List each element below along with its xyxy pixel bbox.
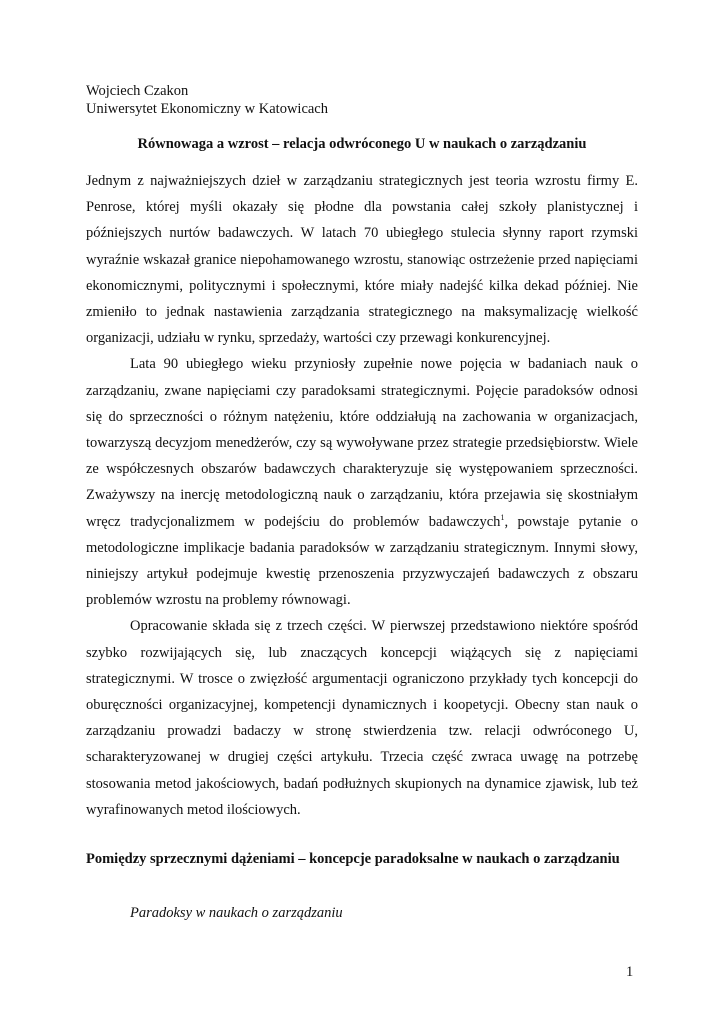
paper-title: Równowaga a wzrost – relacja odwróconego U w naukach o zarządzaniu <box>137 136 587 152</box>
footnote-marker[interactable]: 1 <box>500 512 505 522</box>
author-block <box>86 82 328 118</box>
author-name: Wojciech Czakon <box>86 83 189 99</box>
page-number: 1 <box>626 964 634 980</box>
paragraph-1: Jednym z najważniejszych dzieł w zarządzaniu strategicznych jest teoria wzrostu firmy E. Penrose, której myśli okazały się płodne dla powstania całej szkoły planistycznej i późniejszych nurtów badawczych. W latach 70 ubiegłego stulecia słynny raport rzymski wyraźnie wskazał granice niepohamowanego wzrostu, stanowiąc ostrzeżenie przed napięciami ekonomicznymi, politycznymi i społecznymi, które miały nadejść kilka dekad później. Nie zmieniło to jednak nastawienia zarządzania strategicznego na maksymalizację wielkość organizacji, udziału w rynku, sprzedaży, wartości czy przewagi konkurencyjnej. <box>86 173 638 347</box>
paragraph-2-part-2: , powstaje pytanie o metodologiczne implikacje badania paradoksów w zarządzaniu strategicznym. Innymi słowy, niniejszy artykuł podejmuje kwestię przenoszenia przyzwyczajeń badawczych z obszaru problemów wzrostu na problemy równowagi. <box>86 513 638 609</box>
paragraph-2 <box>86 351 638 613</box>
section-heading: Pomiędzy sprzecznymi dążeniami – koncepcje paradoksalne w naukach o zarządzaniu <box>86 851 620 867</box>
body-text <box>86 168 638 823</box>
author-affiliation: Uniwersytet Ekonomiczny w Katowicach <box>86 101 328 117</box>
paragraph-2-part-1: Lata 90 ubiegłego wieku przyniosły zupełnie nowe pojęcia w badaniach nauk o zarządzaniu, zwane napięciami czy paradoksami strategicznymi. Pojęcie paradoksów odnosi się do sprzeczności o różnym natężeniu, które oddziałują na zachowania w organizacjach, towarzyszą decyzjom menedżerów, czy są wywoływane przez strategie przedsiębiorstw. Wiele ze współczesnych obszarów badawczych charakteryzuje się występowaniem sprzeczności. Zważywszy na inercję metodologiczną nauk o zarządzaniu, która przejawia się skostniałym wręcz tradycjonalizmem w podejściu do problemów badawczych <box>86 356 638 530</box>
subsection-heading: Paradoksy w naukach o zarządzaniu <box>130 905 343 921</box>
paragraph-3: Opracowanie składa się z trzech części. W pierwszej przedstawiono niektóre spośród szybko rozwijających się, lub znaczących koncepcji wiążących się z napięciami strategicznymi. W trosce o zwięzłość argumentacji ograniczono przykłady tych koncepcji do oburęczności organizacyjnej, kompetencji dynamicznych i koopetycji. Obecny stan nauk o zarządzaniu prowadzi badaczy w stronę stwierdzenia tzw. relacji odwróconego U, scharakteryzowanej w drugiej części artykułu. Trzecia część zwraca uwagę na potrzebę stosowania metod jakościowych, badań podłużnych skupionych na dynamice zjawisk, lub też wyrafinowanych metod ilościowych. <box>86 618 638 818</box>
